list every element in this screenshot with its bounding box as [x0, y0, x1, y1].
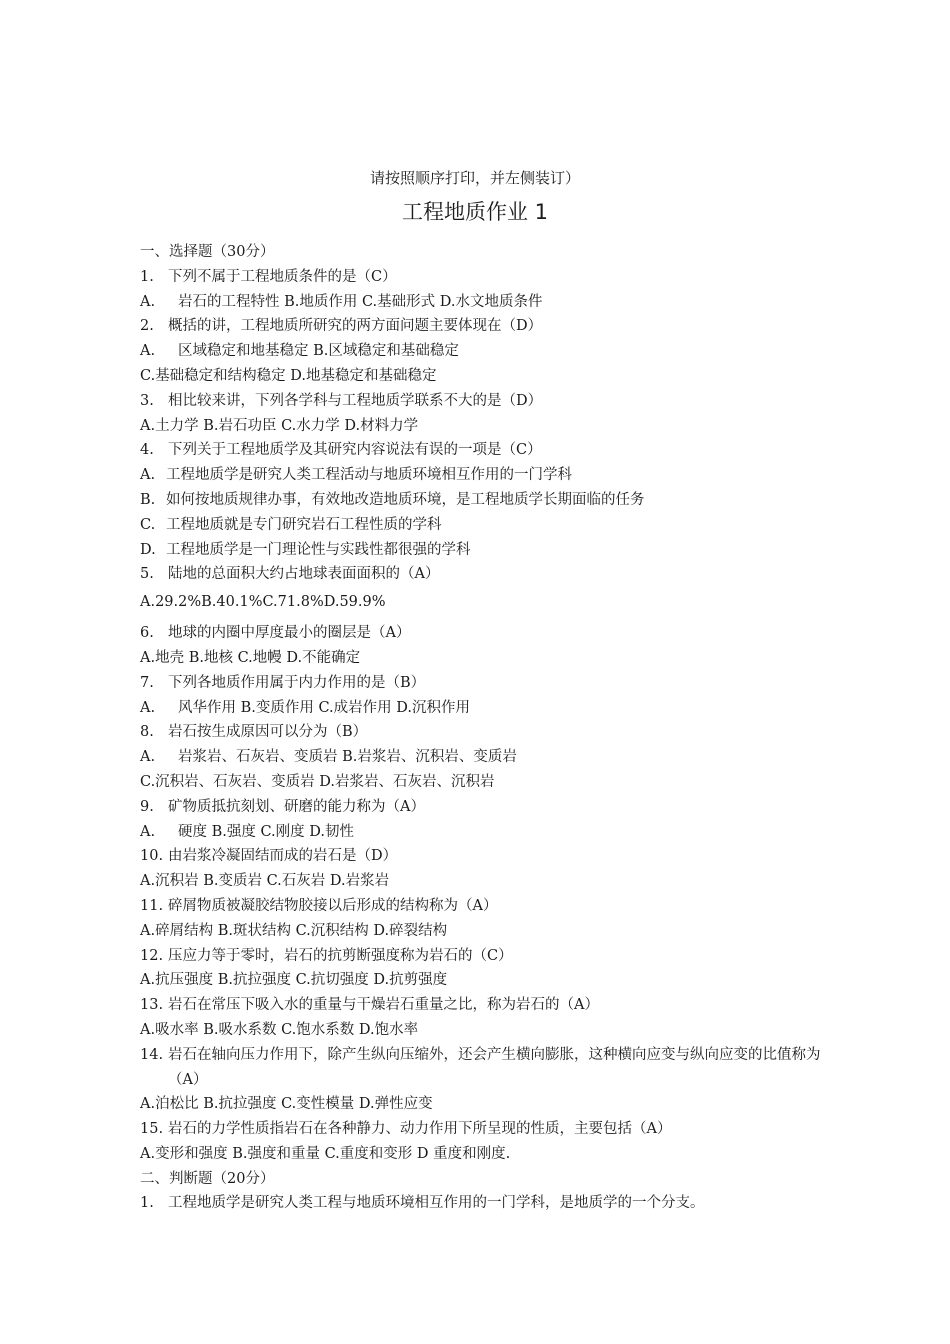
question-text: 岩石在常压下吸入水的重量与干燥岩石重量之比，称为岩石的（A） — [168, 997, 599, 1014]
option-label: A. — [140, 343, 156, 360]
section-heading-judgement: 二、判断题（20分） — [140, 1170, 275, 1187]
assignment-body — [140, 240, 830, 1216]
question-4-option-b — [140, 488, 830, 513]
question-text: 下列各地质作用属于内力作用的是（B） — [168, 674, 426, 691]
question-number: 5. — [140, 566, 154, 583]
question-5 — [140, 562, 830, 587]
question-text: 陆地的总面积大约占地球表面面积的（A） — [168, 566, 440, 583]
question-text: 概括的讲，工程地质所研究的两方面问题主要体现在（D） — [168, 318, 543, 335]
question-14-options: A.泊松比 B.抗拉强度 C.变性模量 D.弹性应变 — [140, 1096, 433, 1113]
question-number: 11. — [140, 897, 164, 914]
option-text: 岩浆岩、石灰岩、变质岩 B.岩浆岩、沉积岩、变质岩 — [178, 749, 517, 766]
question-7-options — [140, 696, 830, 721]
question-text: 碎屑物质被凝胶结物胶接以后形成的结构称为（A） — [168, 897, 498, 914]
question-10 — [140, 844, 830, 869]
option-text: 风华作用 B.变质作用 C.成岩作用 D.沉积作用 — [178, 699, 470, 716]
option-label: C. — [140, 516, 156, 533]
option-label: A. — [140, 467, 156, 484]
question-text: 工程地质学是研究人类工程与地质环境相互作用的一门学科，是地质学的一个分支。 — [168, 1195, 705, 1212]
option-text: 区域稳定和地基稳定 B.区域稳定和基础稳定 — [178, 343, 459, 360]
question-number: 9. — [140, 798, 154, 815]
option-label: A. — [140, 699, 156, 716]
question-text: 压应力等于零时，岩石的抗剪断强度称为岩石的（C） — [168, 947, 513, 964]
question-13-options: A.吸水率 B.吸水系数 C.饱水系数 D.饱水率 — [140, 1021, 419, 1038]
question-number: 6. — [140, 625, 154, 642]
question-2-options-ab — [140, 339, 830, 364]
option-label: A. — [140, 293, 156, 310]
print-instruction: 请按照顺序打印，并左侧装订） — [369, 169, 580, 187]
question-number: 15. — [140, 1121, 164, 1138]
option-label: A. — [140, 823, 156, 840]
option-text: 如何按地质规律办事，有效地改造地质环境，是工程地质学长期面临的任务 — [166, 491, 645, 508]
question-10-options: A.沉积岩 B.变质岩 C.石灰岩 D.岩浆岩 — [140, 873, 390, 890]
question-8-options-ab — [140, 745, 830, 770]
question-9 — [140, 795, 830, 820]
question-text: 矿物质抵抗刻划、研磨的能力称为（A） — [168, 798, 425, 815]
question-3-options: A.土力学 B.岩石功臣 C.水力学 D.材料力学 — [140, 417, 419, 434]
question-number: 3. — [140, 392, 154, 409]
question-9-options — [140, 820, 830, 845]
page-title: 工程地质作业 1 — [401, 200, 549, 224]
question-12 — [140, 944, 830, 969]
question-4-option-c — [140, 513, 830, 538]
question-15 — [140, 1117, 830, 1142]
question-11 — [140, 894, 830, 919]
question-number: 4. — [140, 442, 154, 459]
question-5-options: A.29.2%B.40.1%C.71.8%D.59.9% — [140, 594, 386, 611]
question-number: 13. — [140, 997, 164, 1014]
question-8-options-cd: C.沉积岩、石灰岩、变质岩 D.岩浆岩、石灰岩、沉积岩 — [140, 773, 495, 790]
question-number: 8. — [140, 724, 154, 741]
option-label: D. — [140, 541, 156, 558]
option-text: 工程地质学是研究人类工程活动与地质环境相互作用的一门学科 — [166, 467, 572, 484]
question-text: 相比较来讲，下列各学科与工程地质学联系不大的是（D） — [168, 392, 543, 409]
question-number: 12. — [140, 947, 164, 964]
option-label: A. — [140, 749, 156, 766]
question-text: 岩石按生成原因可以分为（B） — [168, 724, 368, 741]
option-text: 硬度 B.强度 C.刚度 D.韧性 — [178, 823, 354, 840]
question-number: 1. — [140, 268, 154, 285]
question-8 — [140, 720, 830, 745]
option-text: 岩石的工程特性 B.地质作用 C.基础形式 D.水文地质条件 — [178, 293, 543, 310]
question-text: 下列不属于工程地质条件的是（C） — [168, 268, 397, 285]
question-text: 下列关于工程地质学及其研究内容说法有误的一项是（C） — [168, 442, 542, 459]
question-12-options: A.抗压强度 B.抗拉强度 C.抗切强度 D.抗剪强度 — [140, 972, 448, 989]
option-label: B. — [140, 491, 156, 508]
question-11-options: A.碎屑结构 B.斑状结构 C.沉积结构 D.碎裂结构 — [140, 922, 448, 939]
question-2 — [140, 314, 830, 339]
question-text: 由岩浆冷凝固结而成的岩石是（D） — [168, 848, 398, 865]
question-6 — [140, 621, 830, 646]
section-heading-choice: 一、选择题（30分） — [140, 244, 275, 260]
question-13 — [140, 993, 830, 1018]
question-number: 10. — [140, 848, 164, 865]
question-text: 地球的内圈中厚度最小的圈层是（A） — [168, 625, 411, 642]
question-1 — [140, 265, 830, 290]
question-text: 岩石的力学性质指岩石在各种静力、动力作用下所呈现的性质，主要包括（A） — [168, 1121, 672, 1138]
judgement-question-1 — [140, 1191, 830, 1216]
question-2-options-cd: C.基础稳定和结构稳定 D.地基稳定和基础稳定 — [140, 367, 437, 384]
question-number: 1. — [140, 1195, 154, 1212]
question-number: 14. — [140, 1046, 164, 1063]
question-1-options — [140, 290, 830, 315]
question-number: 7. — [140, 674, 154, 691]
question-4 — [140, 438, 830, 463]
question-4-option-d — [140, 538, 830, 563]
question-7 — [140, 671, 830, 696]
option-text: 工程地质就是专门研究岩石工程性质的学科 — [166, 516, 442, 533]
option-text: 工程地质学是一门理论性与实践性都很强的学科 — [166, 541, 471, 558]
question-4-option-a — [140, 463, 830, 488]
question-14 — [140, 1043, 830, 1093]
question-15-options: A.变形和强度 B.强度和重量 C.重度和变形 D 重度和刚度. — [140, 1145, 511, 1162]
question-3 — [140, 389, 830, 414]
question-number: 2. — [140, 318, 154, 335]
question-6-options: A.地壳 B.地核 C.地幔 D.不能确定 — [140, 649, 361, 666]
question-text: 岩石在轴向压力作用下，除产生纵向压缩外，还会产生横向膨胀，这种横向应变与纵向应变的比值称为（A） — [168, 1046, 821, 1088]
